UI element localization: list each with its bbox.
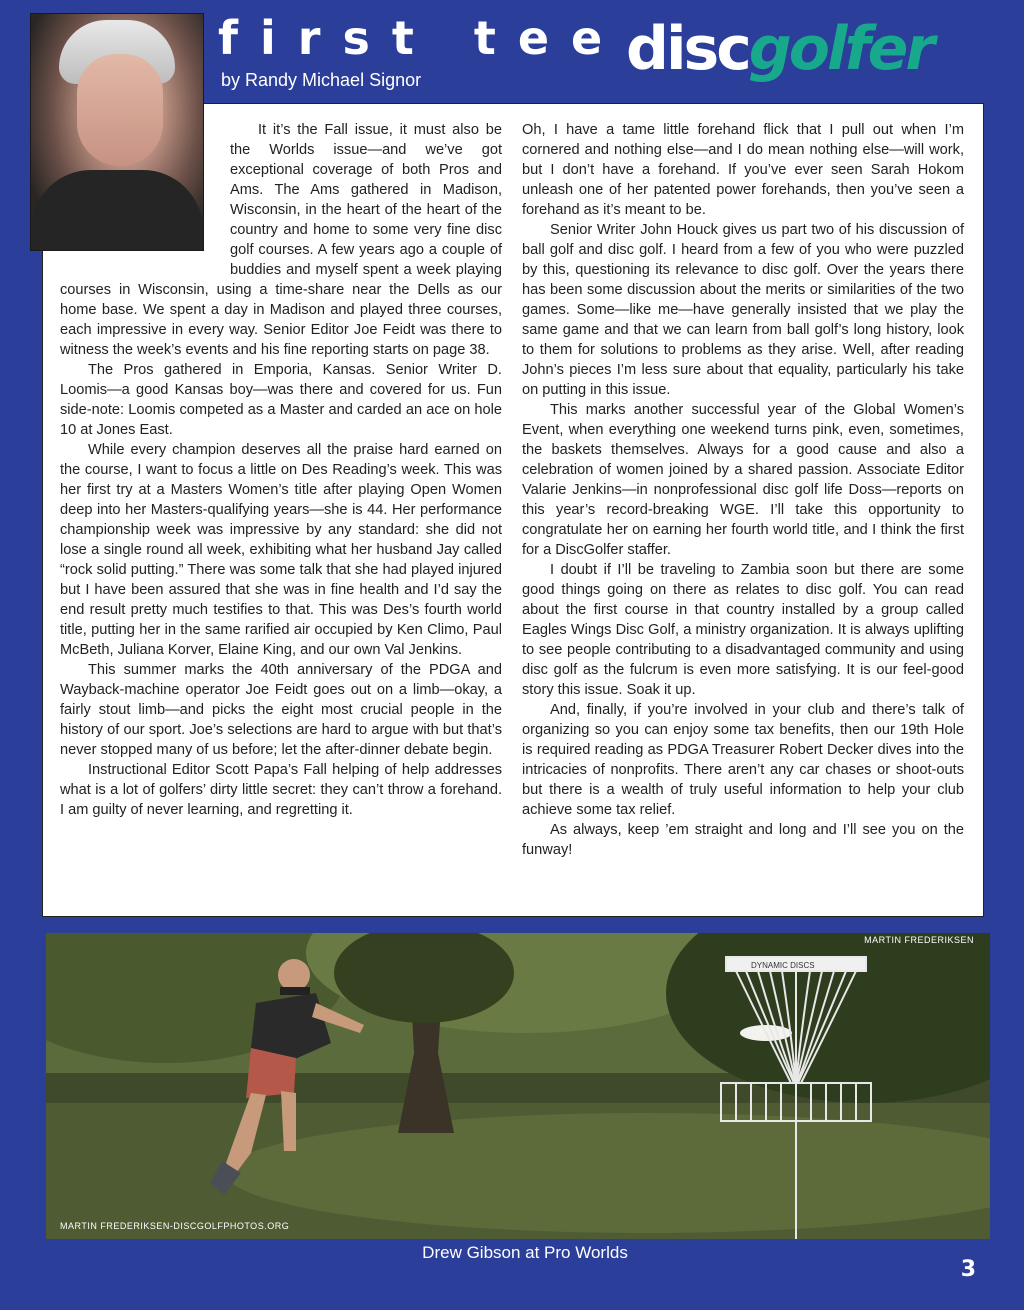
basket-label: DYNAMIC DISCS bbox=[751, 961, 815, 970]
byline: by Randy Michael Signor bbox=[221, 70, 422, 90]
column-title: first tee bbox=[218, 11, 625, 65]
photo-scene bbox=[46, 933, 990, 1239]
discgolfer-logo bbox=[626, 14, 932, 84]
photo-caption: Drew Gibson at Pro Worlds bbox=[422, 1243, 628, 1262]
author-face bbox=[77, 54, 163, 166]
paragraph: Senior Writer John Houck gives us part two of his discussion of ball golf and disc golf. I heard from a few of you who were puzzled by this, questioning its relevance to disc golf. Over the years there has been some discussion about the merits or similarities of the two games. Some—like me—have generally insisted that we play the same game and that we can learn from ball golf’s long history, look to them for solutions to problems as they arise. Well, after reading John’s pieces I’m less sure about that equality, particularly his take on putting in this issue. bbox=[522, 222, 964, 398]
paragraph: This summer marks the 40th anniversary of the PDGA and Wayback-machine operator Joe Feidt goes out on a limb—okay, a fairly stout limb—and picks the eight most crucial people in the history of our sport. Joe’s selections are hard to argue with but that’s never stopped many of us before; let the after-dinner debate begin. bbox=[60, 662, 502, 758]
author-photo bbox=[30, 13, 204, 251]
article-column-right bbox=[522, 120, 964, 860]
paragraph: This marks another successful year of the Global Women’s Event, when everything one weekend turns pink, even, sometimes, the baskets themselves. Always for a good cause and also a celebration of women joined by a shared passion. Associate Editor Valarie Jenkins—in nonprofessional disc golf life Doss—reports on this year’s record-breaking WGE. I’ll take this opportunity to congratulate her on earning her fourth world title, and I think the first for a DiscGolfer staffer. bbox=[522, 402, 964, 558]
paragraph: It it’s the Fall issue, it must also be the Worlds issue—and we’ve got exceptional coverage of both Pros and Ams. The Ams gathered in Madison, Wisconsin, in the heart of the heart of the country and home to some very fine disc golf courses. A few years ago a couple of buddies and myself spent a week playing courses in Wisconsin, using a time-share near the Dells as our home base. We spent a day in Madison and played three courses, each impressive in every way. Senior Editor Joe Feidt was there to witness the week’s events and his fine reporting starts on page 38. bbox=[60, 122, 502, 358]
photo-credit-top: MARTIN FREDERIKSEN bbox=[864, 935, 974, 945]
feature-photo bbox=[46, 933, 990, 1239]
logo-disc: disc bbox=[626, 14, 749, 84]
paragraph: As always, keep ’em straight and long and I’ll see you on the funway! bbox=[522, 822, 964, 858]
paragraph: The Pros gathered in Emporia, Kansas. Senior Writer D. Loomis—a good Kansas boy—was there and covered for us. Fun side-note: Loomis competed as a Master and carded an ace on hole 10 at Jones East. bbox=[60, 362, 502, 438]
paragraph: I doubt if I’ll be traveling to Zambia soon but there are some good things going on there as relates to disc golf. You can read about the first course in that country installed by a group called Eagles Wings Disc Golf, a ministry organization. It is always uplifting to see people contributing to a disadvantaged community and using disc golf as the fulcrum is even more satisfying. It is our feel-good story this issue. Soak it up. bbox=[522, 562, 964, 698]
author-shirt bbox=[31, 170, 203, 250]
page-number: 3 bbox=[960, 1257, 976, 1282]
paragraph: And, finally, if you’re involved in your club and there’s talk of organizing so you can enjoy some tax benefits, then our 19th Hole is required reading as PDGA Treasurer Robert Decker dives into the intricacies of nonprofits. There aren’t any car chases or shoot-outs but there is a wealth of truly useful information to help your club achieve some tax relief. bbox=[522, 702, 964, 818]
photo-credit-bottom: MARTIN FREDERIKSEN-DISCGOLFPHOTOS.ORG bbox=[60, 1221, 290, 1231]
paragraph: Oh, I have a tame little forehand flick that I pull out when I’m cornered and nothing else—and I do mean nothing else—will work, but I don’t have a forehand. If you’ve ever seen Sarah Hokom unleash one of her patented power forehands, then you’ve seen a forehand as it’s meant to be. bbox=[522, 122, 964, 218]
paragraph: While every champion deserves all the praise hard earned on the course, I want to focus a little on Des Reading’s week. This was her first try at a Masters Women’s title after playing Open Women deep into her Masters-qualifying years—she is 44. Her performance championship week was impressive by any standard: she did not lose a single round all week, exhibiting what her husband Jay called “rock solid putting.” There was some talk that she had played injured but I have been assured that she was in fine health and I’d say the end result pretty much testifies to that. This was Des’s fourth world title, putting her in the same rarified air occupied by Ken Climo, Paul McBeth, Juliana Korver, Elaine King, and our own Val Jenkins. bbox=[60, 442, 502, 658]
paragraph: Instructional Editor Scott Papa’s Fall helping of help addresses what is a lot of golfers’ dirty little secret: they can’t throw a forehand. I am guilty of never learning, and regretting it. bbox=[60, 762, 502, 818]
logo-golfer: golfer bbox=[748, 14, 932, 84]
